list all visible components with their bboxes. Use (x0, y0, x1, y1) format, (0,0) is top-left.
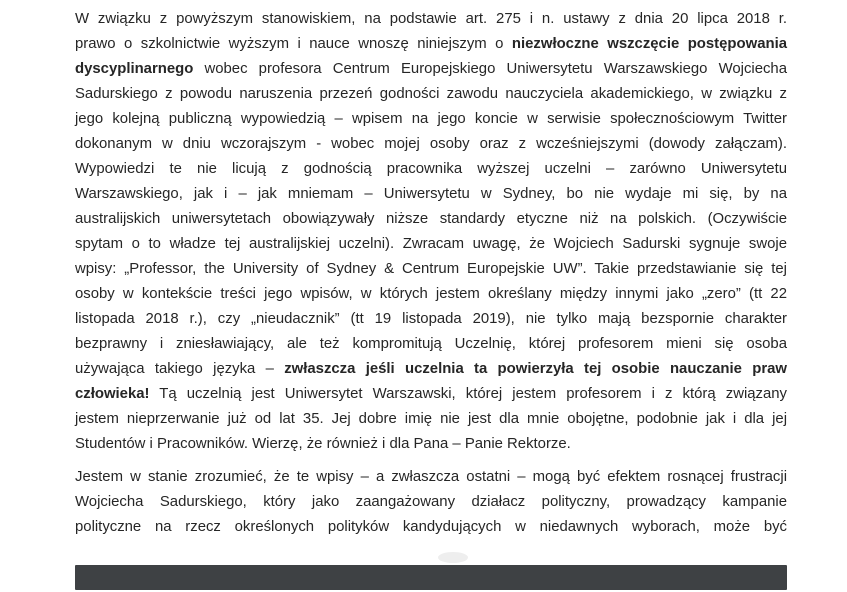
text-line: człowieka! Tą uczelnią jest Uniwersytet Warszawski, której jestem profesorem i z którą związany (75, 386, 787, 402)
text-line: osoby w kontekście treści jego wpisów, w których jestem określany między innymi jako „zero” (tt 22 (75, 286, 787, 302)
text-line: spytam o to władze tej australijskiej uczelni). Zwracam uwagę, że Wojciech Sadurski sygnuje swoje (75, 236, 787, 252)
letter-body (75, 7, 787, 540)
text-line: używająca takiego języka – zwłaszcza jeśli uczelnia ta powierzyła tej osobie nauczanie praw (75, 361, 787, 377)
text-line: Wypowiedzi te nie licują z godnością pracownika wyższej uczelni – zarówno Uniwersytetu (75, 161, 787, 177)
text-line: Wojciecha Sadurskiego, który jako zaangażowany działacz polityczny, prowadzący kampanie (75, 494, 787, 510)
text-line: prawo o szkolnictwie wyższym i nauce wnoszę niniejszym o niezwłoczne wszczęcie postępowania (75, 36, 787, 52)
text-line: wpisy: „Professor, the University of Sydney & Centrum Europejskie UW”. Takie przedstawianie się tej (75, 261, 787, 277)
text-line: jestem nieprzerwanie już od lat 35. Jej dobre imię nie jest dla mnie obojętne, podobnie jak i dla jej (75, 411, 787, 427)
text-line: dokonanym w dniu wczorajszym - wobec mojej osoby oraz z wcześniejszymi (dowody załączam). (75, 136, 787, 152)
text-line: polityczne na rzecz określonych polityków kandydujących w niedawnych wyborach, może być (75, 519, 787, 535)
scan-artifact (438, 552, 468, 563)
text-line: Jestem w stanie zrozumieć, że te wpisy – a zwłaszcza ostatni – mogą być efektem rosnącej frustracji (75, 469, 787, 485)
text-line: jego kolejną publiczną wypowiedzią – wpisem na jego koncie w serwisie społecznościowym Twitter (75, 111, 787, 127)
redaction-bar (75, 565, 787, 590)
paragraph (75, 7, 787, 457)
text-line: australijskich uniwersytetach obowiązywały niższe standardy etyczne niż na polskich. (Oczywiście (75, 211, 787, 227)
text-line: bezprawny i zniesławiający, ale też kompromitują Uczelnię, której profesorem mieni się osoba (75, 336, 787, 352)
text-line: Sadurskiego z powodu naruszenia przezeń godności zawodu nauczyciela akademickiego, w związku z (75, 86, 787, 102)
paragraph (75, 465, 787, 540)
text-line: Warszawskiego, jak i – jak mniemam – Uniwersytetu w Sydney, bo nie wydaje mi się, by na (75, 186, 787, 202)
text-line: W związku z powyższym stanowiskiem, na podstawie art. 275 i n. ustawy z dnia 20 lipca 2018 r. (75, 11, 787, 27)
text-line: dyscyplinarnego wobec profesora Centrum Europejskiego Uniwersytetu Warszawskiego Wojciecha (75, 61, 787, 77)
text-line: listopada 2018 r.), czy „nieudacznik” (tt 19 listopada 2019), nie tylko mają bezspornie charakter (75, 311, 787, 327)
text-line: Studentów i Pracowników. Wierzę, że również i dla Pana – Panie Rektorze. (75, 436, 571, 452)
